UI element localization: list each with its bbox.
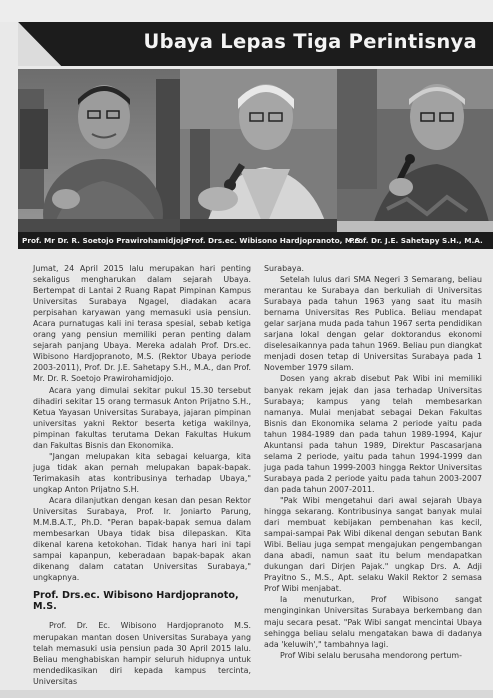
paragraph: Dosen yang akrab disebut Pak Wibi ini memiliki banyak rekam jejak dan jasa terhadap Universitas Surabaya; kampus yang telah membesarkan namanya. Mulai menjabat sebagai Dekan Fakultas Bisnis dan Ekonomika selama 2 periode yaitu pada tahun 1984-1989 dan pada tahun 1989-1994, Kajur Akuntansi pada tahun 1989, Direktur Pascasarjana selama 2 periode, yaitu pada tahun 1994-1999 dan juga pada tahun 1999-2003 hingga Rektor Universitas Surabaya pada 2 periode yaitu pada tahun 2003-2007 dan pada tahun 2007-2011.: [264, 374, 482, 494]
paragraph: Setelah lulus dari SMA Negeri 3 Semarang, beliau merantau ke Surabaya dan berkuliah di Universitas Surabaya pada tahun 1963 yang saat itu masih bernama Universitas Res Publica. Beliau mendapat gelar sarjana muda pada tahun 1967 serta pendidikan sarjana lokal dengan gelar doktorandus ekonomi diselesaikannya pada tahun 1969. Beliau pun diangkat menjadi dosen tetap di Universitas Surabaya pada 1 November 1979 silam.: [264, 275, 482, 373]
bottom-strip: [0, 690, 493, 698]
paragraph: Ia menuturkan, Prof Wibisono sangat menginginkan Universitas Surabaya berkembang dan maju secara pesat. "Pak Wibi sangat mencintai Ubaya sehingga beliau selalu mengatakan bawa di dadanya ada 'keluwih'," tambahnya lagi.: [264, 595, 482, 649]
photo-soetojo: [18, 69, 180, 249]
paragraph: Surabaya.: [264, 264, 304, 273]
caption-soetojo: Prof. Mr Dr. R. Soetojo Prawirohamidjojo: [22, 236, 189, 245]
paragraph: Prof. Dr. Ec. Wibisono Hardjopranoto M.S. merupakan mantan dosen Universitas Surabaya yang telah memasuki usia pensiun pada 30 April 2015 lalu. Beliau menghabiskan hampir seluruh hidupnya untuk mendedikasikan diri kepada kampus tercinta, Universitas: [33, 621, 251, 686]
photo-wibisono: [180, 69, 337, 249]
caption-sahetapy: Prof. Dr. J.E. Sahetapy S.H., M.A.: [349, 236, 483, 245]
photo-strip: [18, 69, 493, 249]
article-column-left: [33, 263, 251, 687]
article-title: Ubaya Lepas Tiga Perintisnya: [143, 30, 477, 53]
article-column-right: [264, 263, 482, 661]
top-strip: [0, 0, 493, 22]
caption-wibisono: Prof. Drs.ec. Wibisono Hardjopranoto, M.S.: [186, 236, 363, 245]
paragraph: Prof Wibi selalu berusaha mendorong pertum-: [280, 650, 462, 660]
paragraph: Jumat, 24 April 2015 lalu merupakan hari penting sekaligus mengharukan dalam sejarah Ubaya. Bertempat di Lantai 2 Ruang Rapat Pimpinan Kampus Universitas Surabaya Ngagel, diadakan acara perpisahan karyawan yang memasuki usia pensiun. Acara purnatugas kali ini terasa spesial, sebab ketiga orang yang pensiun memiliki peran penting dalam sejarah panjang Ubaya. Mereka adalah Prof. Drs.ec. Wibisono Hardjopranoto, M.S. (Rektor Ubaya periode 2003-2011), Prof. Dr. J.E. Sahetapy S.H., M.A., dan Prof. Mr. Dr. R. Soetojo Prawirohamidjojo.: [33, 264, 251, 384]
photo-sahetapy: [337, 69, 493, 249]
paragraph: Acara dilanjutkan dengan kesan dan pesan Rektor Universitas Surabaya, Prof. Ir. Joniarto Parung, M.M.B.A.T., Ph.D. "Peran bapak-bapak semua dalam membesarkan Ubaya tidak bisa dilepaskan. Kita dikenal karena ketokohan. Tidak hanya hari ini tapi sampai kapanpun, keberadaan bapak-bapak akan dikenang dalam catatan Universitas Surabaya," ungkapnya.: [33, 495, 251, 583]
paragraph: "Pak Wibi mengetahui dari awal sejarah Ubaya hingga sekarang. Kontribusinya sangat banyak mulai dari membuat kebijakan pembenahan kas kecil, sampai-sampai Pak Wibi dikenal dengan sebutan Bank Wibi. Beliau juga sempat mengajukan pengembangan dana abadi, namun saat itu belum mendapatkan dukungan dari Dirjen Pajak." ungkap Drs. A. Adji Prayitno S., M.S., Apt. selaku Wakil Rektor 2 semasa Prof Wibi menjabat.: [264, 495, 482, 594]
paragraph: "Jangan melupakan kita sebagai keluarga, kita juga tidak akan pernah melupakan bapak-bapak. Terimakasih atas kontribusinya terhadap Ubaya," ungkap Anton Prijatno S.H.: [33, 451, 251, 494]
paragraph: Acara yang dimulai sekitar pukul 15.30 tersebut dihadiri sekitar 15 orang termasuk Anton Prijatno S.H., Ketua Yayasan Universitas Surabaya, jajaran pimpinan universitas yakni Rektor beserta ketiga wakilnya, pimpinan fakultas terutama Dekan Fakultas Hukum dan Fakultas Bisnis dan Ekonomika.: [33, 385, 251, 450]
section-heading: Prof. Drs.ec. Wibisono Hardjopranoto, M.S.: [33, 590, 239, 613]
